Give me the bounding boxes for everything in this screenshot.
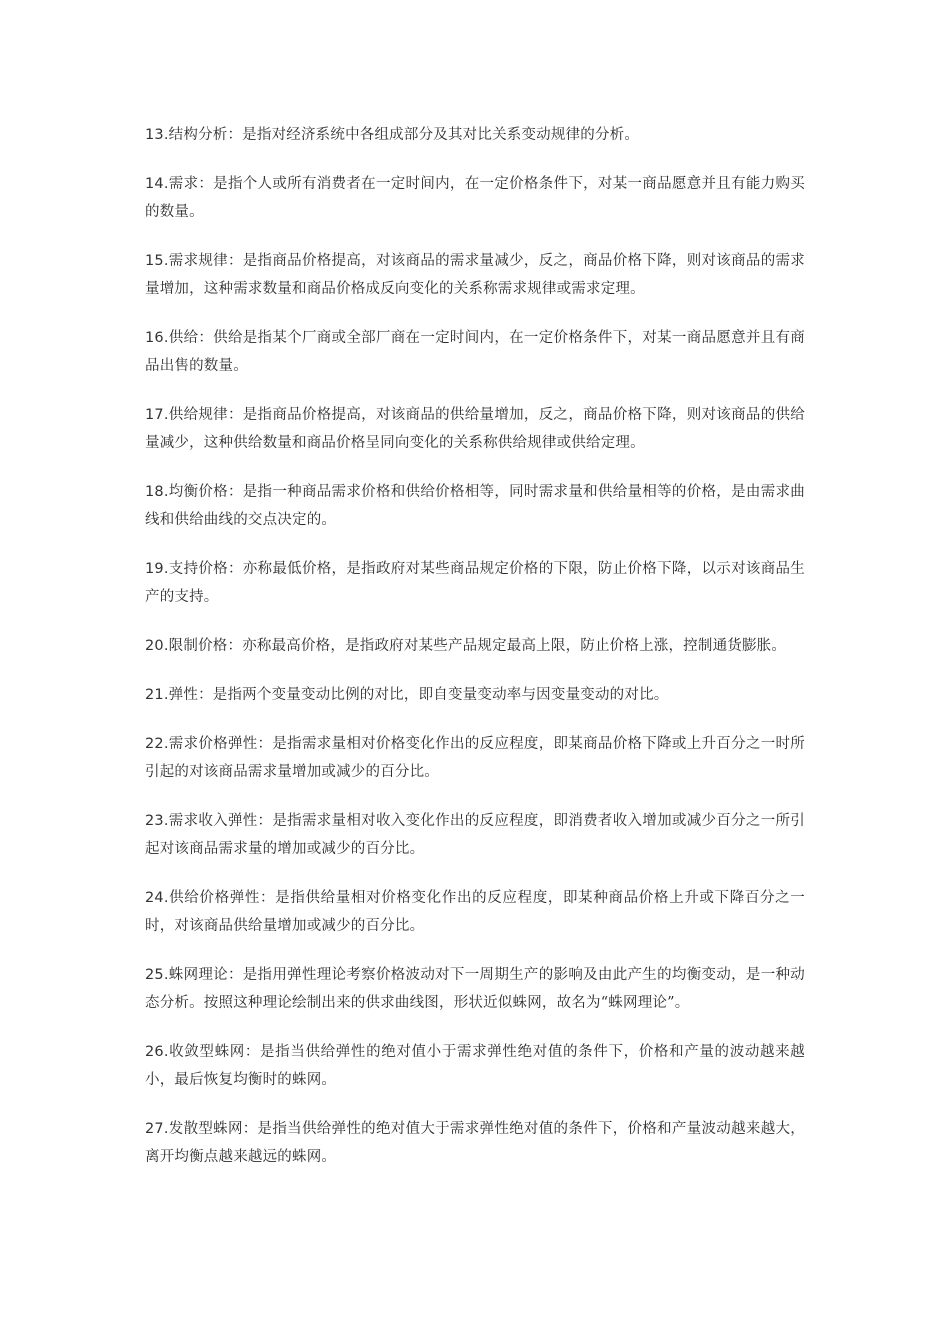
entry-number: 25.: [145, 967, 169, 983]
entry-number: 15.: [145, 253, 169, 269]
entry-number: 21.: [145, 687, 169, 703]
entry-number: 27.: [145, 1121, 169, 1137]
entry-number: 19.: [145, 561, 169, 577]
entry-18: [145, 478, 805, 534]
entry-text: 收敛型蛛网：是指当供给弹性的绝对值小于需求弹性绝对值的条件下，价格和产量的波动越来越小，最后恢复均衡时的蛛网。: [145, 1044, 805, 1088]
entry-number: 18.: [145, 484, 169, 500]
document-body: [145, 121, 805, 1192]
entry-15: [145, 247, 805, 303]
entry-number: 22.: [145, 736, 169, 752]
entry-text: 弹性：是指两个变量变动比例的对比，即自变量变动率与因变量变动的对比。: [168, 687, 669, 703]
entry-text: 需求规律：是指商品价格提高，对该商品的需求量减少，反之，商品价格下降，则对该商品的需求量增加，这种需求数量和商品价格成反向变化的关系称需求规律或需求定理。: [145, 253, 805, 297]
entry-number: 14.: [145, 176, 169, 192]
entry-number: 17.: [145, 407, 169, 423]
entry-16: [145, 324, 805, 380]
entry-text: 发散型蛛网：是指当供给弹性的绝对值大于需求弹性绝对值的条件下，价格和产量波动越来越大，离开均衡点越来越远的蛛网。: [145, 1121, 805, 1165]
entry-text: 均衡价格：是指一种商品需求价格和供给价格相等，同时需求量和供给量相等的价格，是由需求曲线和供给曲线的交点决定的。: [145, 484, 805, 528]
entry-text: 供给：供给是指某个厂商或全部厂商在一定时间内，在一定价格条件下，对某一商品愿意并且有商品出售的数量。: [145, 330, 805, 374]
entry-21: [145, 681, 805, 709]
entry-number: 16.: [145, 330, 169, 346]
entry-19: [145, 555, 805, 611]
entry-text: 需求收入弹性：是指需求量相对收入变化作出的反应程度，即消费者收入增加或减少百分之一所引起对该商品需求量的增加或减少的百分比。: [145, 813, 805, 857]
entry-text: 限制价格：亦称最高价格，是指政府对某些产品规定最高上限，防止价格上涨，控制通货膨胀。: [168, 638, 787, 654]
entry-text: 需求价格弹性：是指需求量相对价格变化作出的反应程度，即某商品价格下降或上升百分之一时所引起的对该商品需求量增加或减少的百分比。: [145, 736, 805, 780]
entry-text: 结构分析：是指对经济系统中各组成部分及其对比关系变动规律的分析。: [168, 127, 640, 143]
entry-number: 20.: [145, 638, 169, 654]
entry-text: 供给价格弹性：是指供给量相对价格变化作出的反应程度，即某种商品价格上升或下降百分之一时，对该商品供给量增加或减少的百分比。: [145, 890, 805, 934]
entry-23: [145, 807, 805, 863]
entry-26: [145, 1038, 805, 1094]
entry-25: [145, 961, 805, 1017]
entry-text: 需求：是指个人或所有消费者在一定时间内，在一定价格条件下，对某一商品愿意并且有能力购买的数量。: [145, 176, 805, 220]
entry-24: [145, 884, 805, 940]
entry-20: [145, 632, 805, 660]
entry-number: 13.: [145, 127, 169, 143]
entry-27: [145, 1115, 805, 1171]
entry-text: 蛛网理论：是指用弹性理论考察价格波动对下一周期生产的影响及由此产生的均衡变动，是一种动态分析。按照这种理论绘制出来的供求曲线图，形状近似蛛网，故名为“蛛网理论”。: [145, 967, 805, 1011]
entry-14: [145, 170, 805, 226]
entry-17: [145, 401, 805, 457]
entry-text: 供给规律：是指商品价格提高，对该商品的供给量增加，反之，商品价格下降，则对该商品的供给量减少，这种供给数量和商品价格呈同向变化的关系称供给规律或供给定理。: [145, 407, 805, 451]
entry-number: 23.: [145, 813, 169, 829]
entry-text: 支持价格：亦称最低价格，是指政府对某些商品规定价格的下限，防止价格下降，以示对该商品生产的支持。: [145, 561, 805, 605]
entry-13: [145, 121, 805, 149]
entry-22: [145, 730, 805, 786]
entry-number: 24.: [145, 890, 169, 906]
entry-number: 26.: [145, 1044, 169, 1060]
